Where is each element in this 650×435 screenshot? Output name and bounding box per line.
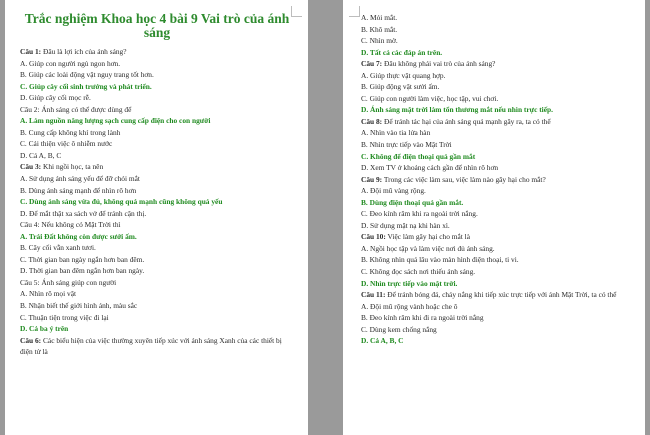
line-text: B. Đeo kính râm khi đi ra ngoài trời nắng — [361, 313, 484, 323]
answer-option — [361, 185, 633, 197]
answer-option — [20, 173, 294, 185]
line-text: B. Nhìn trực tiếp vào Mặt Trời — [361, 140, 452, 150]
line-text: C. Không đọc sách nơi thiếu ánh sáng. — [361, 267, 476, 277]
question-number: Câu 6: — [20, 335, 42, 345]
line-text: A. Mỏi mắt. — [361, 13, 398, 22]
line-text: C. Giúp con người làm việc, học tập, vui chơi. — [361, 93, 499, 103]
margin-corner-mark — [349, 6, 360, 17]
answer-option — [361, 12, 633, 24]
answer-option — [20, 150, 294, 162]
question-text — [361, 289, 633, 301]
answer-option — [361, 266, 633, 278]
correct-answer — [361, 197, 633, 209]
line-text: Các biểu hiện của việc thường xuyên tiếp xúc với ánh sáng Xanh của các thiết bị điện tử là — [20, 335, 282, 357]
answer-option — [20, 138, 294, 150]
line-text: B. Cây cối vẫn xanh tươi. — [20, 243, 96, 253]
question-number: Câu 1: — [20, 47, 42, 56]
answer-option — [20, 127, 294, 139]
line-text: A. Nhìn vào tia lửa hàn — [361, 128, 431, 138]
document-page-right — [343, 0, 645, 435]
line-text: Để tránh tác hại của ánh sáng quá mạnh gây ra, ta có thể — [382, 116, 551, 126]
line-text: Việc làm gây hại cho mắt là — [385, 232, 471, 242]
page-left-body — [20, 46, 294, 358]
question-text — [361, 231, 633, 243]
line-text: A. Trái Đất không còn được sưởi ấm. — [20, 231, 137, 241]
question-number: Câu 11: — [361, 290, 386, 300]
question-text — [20, 104, 294, 116]
question-text — [361, 116, 633, 128]
answer-option — [20, 242, 294, 254]
answer-option — [361, 208, 633, 220]
line-text: Câu 4: Nếu không có Mặt Trời thì — [20, 220, 121, 230]
line-text: Câu 5: Ánh sáng giúp con người — [20, 277, 117, 287]
line-text: Để tránh bóng đá, cháy nắng khi tiếp xúc trực tiếp với ánh Mặt Trời, ta có thể — [385, 290, 617, 300]
line-text: A. Giúp thực vật quang hợp. — [361, 70, 446, 80]
line-text: Câu 2: Ánh sáng có thể được dùng để — [20, 104, 132, 114]
line-text: D. Cả A, B, C — [20, 150, 62, 160]
question-text — [361, 174, 633, 186]
question-text — [20, 46, 294, 58]
answer-option — [20, 185, 294, 197]
question-number: Câu 3: — [20, 162, 42, 172]
line-text: D. Cả A, B, C — [361, 336, 404, 346]
correct-answer — [20, 231, 294, 243]
line-text: A. Làm nguồn năng lượng sạch cung cấp điện cho con người — [20, 116, 211, 126]
answer-option — [361, 301, 633, 313]
line-text: C. Cải thiện việc ô nhiễm nước — [20, 139, 113, 149]
line-text: C. Đeo kính râm khi ra ngoài trời nắng. — [361, 209, 478, 219]
line-text: B. Giúp các loài động vật nguy trang tốt hơn. — [20, 70, 154, 80]
answer-option — [20, 58, 294, 70]
answer-option — [20, 300, 294, 312]
line-text: B. Dùng điện thoại quá gần mắt. — [361, 197, 464, 207]
answer-option — [361, 254, 633, 266]
page-right-body — [361, 12, 633, 347]
answer-option — [361, 70, 633, 82]
line-text: A. Ngồi học tập và làm việc nơi đủ ánh sáng. — [361, 243, 495, 253]
line-text: B. Giúp động vật sưởi ấm. — [361, 82, 440, 92]
line-text: C. Dùng kem chống nắng — [361, 324, 437, 334]
document-title: Trắc nghiệm Khoa học 4 bài 9 Vai trò của ánh sáng — [24, 11, 290, 40]
line-text: B. Nhận biết thế giới hình ảnh, màu sắc — [20, 301, 138, 311]
question-number: Câu 9: — [361, 174, 383, 184]
correct-answer — [361, 278, 633, 290]
line-text: B. Khô mắt. — [361, 24, 398, 34]
question-text — [20, 335, 294, 358]
question-text — [20, 161, 294, 173]
correct-answer — [361, 104, 633, 116]
answer-option — [361, 312, 633, 324]
answer-option — [20, 254, 294, 266]
line-text: D. Thời gian ban đêm ngắn hơn ban ngày. — [20, 266, 145, 276]
answer-option — [361, 81, 633, 93]
answer-option — [361, 127, 633, 139]
document-page-left — [5, 0, 308, 435]
line-text: A. Sử dụng ánh sáng yếu để đỡ chói mắt — [20, 174, 140, 184]
line-text: Trong các việc làm sau, việc làm nào gây hại cho mắt? — [382, 174, 546, 184]
line-text: D. Sử dụng mặt nạ khi hàn xì. — [361, 220, 450, 230]
line-text: C. Thuận tiện trong việc đi lại — [20, 312, 109, 322]
line-text: D. Để mắt thật xa sách vở để tránh cận thị. — [20, 208, 147, 218]
answer-option — [20, 92, 294, 104]
answer-option — [20, 312, 294, 324]
line-text: Đâu là lợi ích của ánh sáng? — [41, 47, 127, 56]
correct-answer — [361, 335, 633, 347]
correct-answer — [361, 151, 633, 163]
correct-answer — [20, 81, 294, 93]
line-text: D. Cả ba ý trên — [20, 324, 69, 334]
line-text: A. Nhìn rõ mọi vật — [20, 289, 77, 299]
answer-option — [361, 35, 633, 47]
line-text: A. Đội mũ vàng rộng. — [361, 186, 426, 196]
line-text: A. Đội mũ rộng vành hoặc che ô — [361, 301, 458, 311]
answer-option — [361, 139, 633, 151]
question-text — [20, 219, 294, 231]
answer-option — [20, 69, 294, 81]
answer-option — [361, 162, 633, 174]
correct-answer — [20, 115, 294, 127]
line-text: D. Nhìn trực tiếp vào mặt trời. — [361, 278, 458, 288]
answer-option — [361, 24, 633, 36]
correct-answer — [20, 323, 294, 335]
line-text: B. Dùng ánh sáng mạnh để nhìn rõ hơn — [20, 185, 137, 195]
answer-option — [361, 220, 633, 232]
line-text: C. Thời gian ban ngày ngắn hơn ban đêm. — [20, 254, 145, 264]
answer-option — [361, 243, 633, 255]
answer-option — [361, 324, 633, 336]
answer-option — [20, 265, 294, 277]
question-number: Câu 8: — [361, 116, 383, 126]
line-text: Đâu không phải vai trò của ánh sáng? — [382, 59, 496, 69]
line-text: C. Giúp cây cối sinh trưởng và phát triển. — [20, 81, 152, 91]
line-text: C. Nhìn mờ. — [361, 36, 398, 46]
line-text: B. Cung cấp không khí trong lành — [20, 127, 121, 137]
line-text: D. Giúp cây cối mọc rễ. — [20, 93, 91, 103]
line-text: Khi ngồi học, ta nên — [41, 162, 104, 172]
correct-answer — [361, 47, 633, 59]
line-text: D. Xem TV ở khoảng cách gần để nhìn rõ hơn — [361, 163, 499, 173]
line-text: C. Không để điện thoại quá gần mắt — [361, 151, 476, 161]
question-text — [20, 277, 294, 289]
question-number: Câu 10: — [361, 232, 386, 242]
correct-answer — [20, 196, 294, 208]
line-text: B. Không nhìn quá lâu vào màn hình điện thoại, ti vi. — [361, 255, 519, 265]
question-number: Câu 7: — [361, 59, 383, 69]
answer-option — [20, 288, 294, 300]
margin-corner-mark — [291, 6, 302, 17]
line-text: D. Ánh sáng mặt trời làm tổn thương mắt nếu nhìn trực tiếp. — [361, 105, 553, 115]
answer-option — [361, 93, 633, 105]
line-text: D. Tất cả các đáp án trên. — [361, 47, 443, 57]
line-text: C. Dùng ánh sáng vừa đủ, không quá mạnh cũng không quá yếu — [20, 197, 223, 207]
line-text: A. Giúp con người ngủ ngon hơn. — [20, 58, 121, 68]
answer-option — [20, 208, 294, 220]
question-text — [361, 58, 633, 70]
